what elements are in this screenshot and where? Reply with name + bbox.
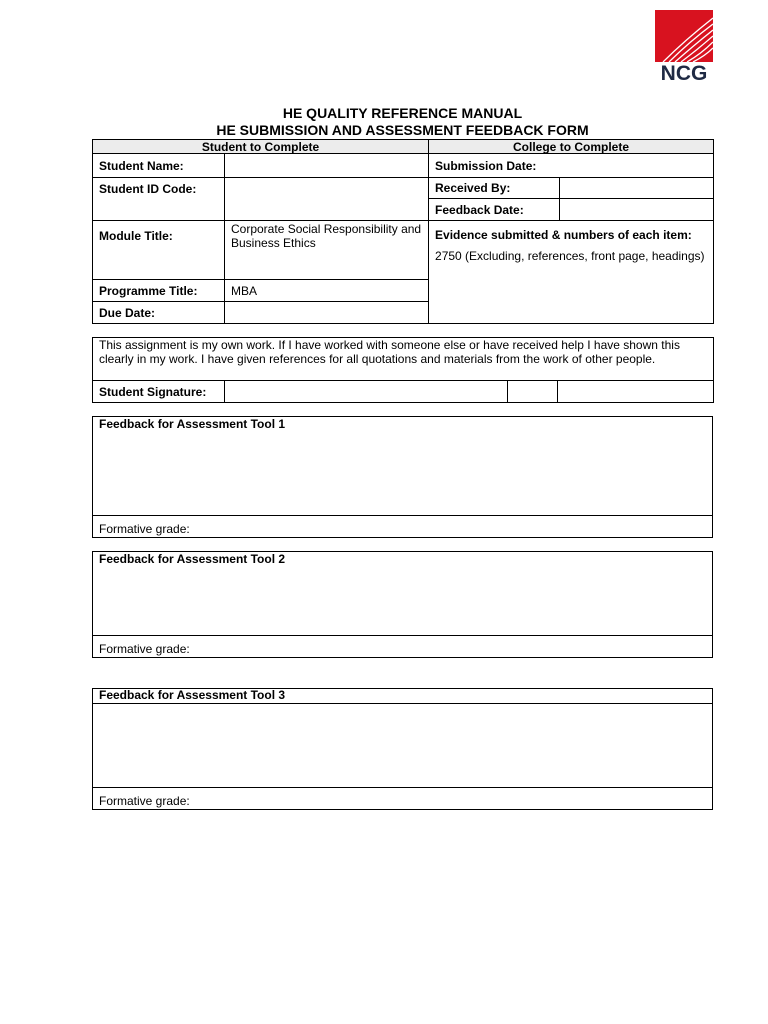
ncg-logo [655,10,713,86]
formative-grade-1[interactable]: Formative grade: [93,516,713,538]
submission-date-label: Submission Date: [429,154,714,178]
feedback-tool-2-title[interactable] [93,552,713,636]
feedback-tool-1-title[interactable] [93,417,713,516]
formative-grade-3[interactable]: Formative grade: [93,788,713,810]
module-title-field[interactable]: Corporate Social Responsibility and Business Ethics [225,221,429,280]
feedback-date-label: Feedback Date: [429,199,560,221]
signature-date-field[interactable] [558,381,714,403]
programme-title-field[interactable]: MBA [225,280,429,302]
feedback-tool-2-title-text: Feedback for Assessment Tool 2 [99,552,286,566]
feedback-tool-1 [92,416,713,538]
college-section-header: College to Complete [429,140,714,154]
due-date-field[interactable] [225,302,429,324]
logo-mark [655,10,713,62]
student-name-label: Student Name: [93,154,225,178]
student-id-field[interactable] [225,178,429,221]
student-college-table [92,139,714,324]
declaration-table [92,337,714,403]
evidence-label: Evidence submitted & numbers of each item: [435,228,692,242]
feedback-tool-1-title-text: Feedback for Assessment Tool 1 [99,417,286,431]
student-name-field[interactable] [225,154,429,178]
feedback-date-field[interactable] [560,199,714,221]
form-title: HE SUBMISSION AND ASSESSMENT FEEDBACK FORM [216,122,589,138]
received-by-label: Received By: [429,178,560,199]
feedback-tool-3-body[interactable] [93,704,713,788]
formative-grade-2[interactable]: Formative grade: [93,636,713,658]
received-by-field[interactable] [560,178,714,199]
feedback-tool-2 [92,551,713,658]
logo-text: NCG [660,62,708,85]
student-id-label: Student ID Code: [93,178,225,221]
student-signature-field[interactable] [225,381,508,403]
due-date-label: Due Date: [93,302,225,324]
page-title: HE QUALITY REFERENCE MANUAL [282,105,523,121]
signature-extra-field[interactable] [508,381,558,403]
programme-title-label: Programme Title: [93,280,225,302]
feedback-tool-3-title: Feedback for Assessment Tool 3 [93,689,713,704]
module-title-label: Module Title: [93,221,225,280]
feedback-tool-3 [92,688,713,810]
evidence-value[interactable]: 2750 (Excluding, references, front page, headings) [435,249,705,263]
evidence-cell [429,221,714,324]
student-signature-label: Student Signature: [93,381,225,403]
declaration-text: This assignment is my own work. If I have worked with someone else or have received help I have shown this clearly in my work. I have given references for all quotations and materials from the work of other people. [93,338,714,381]
student-section-header: Student to Complete [93,140,429,154]
logo-curves-icon [655,10,713,62]
